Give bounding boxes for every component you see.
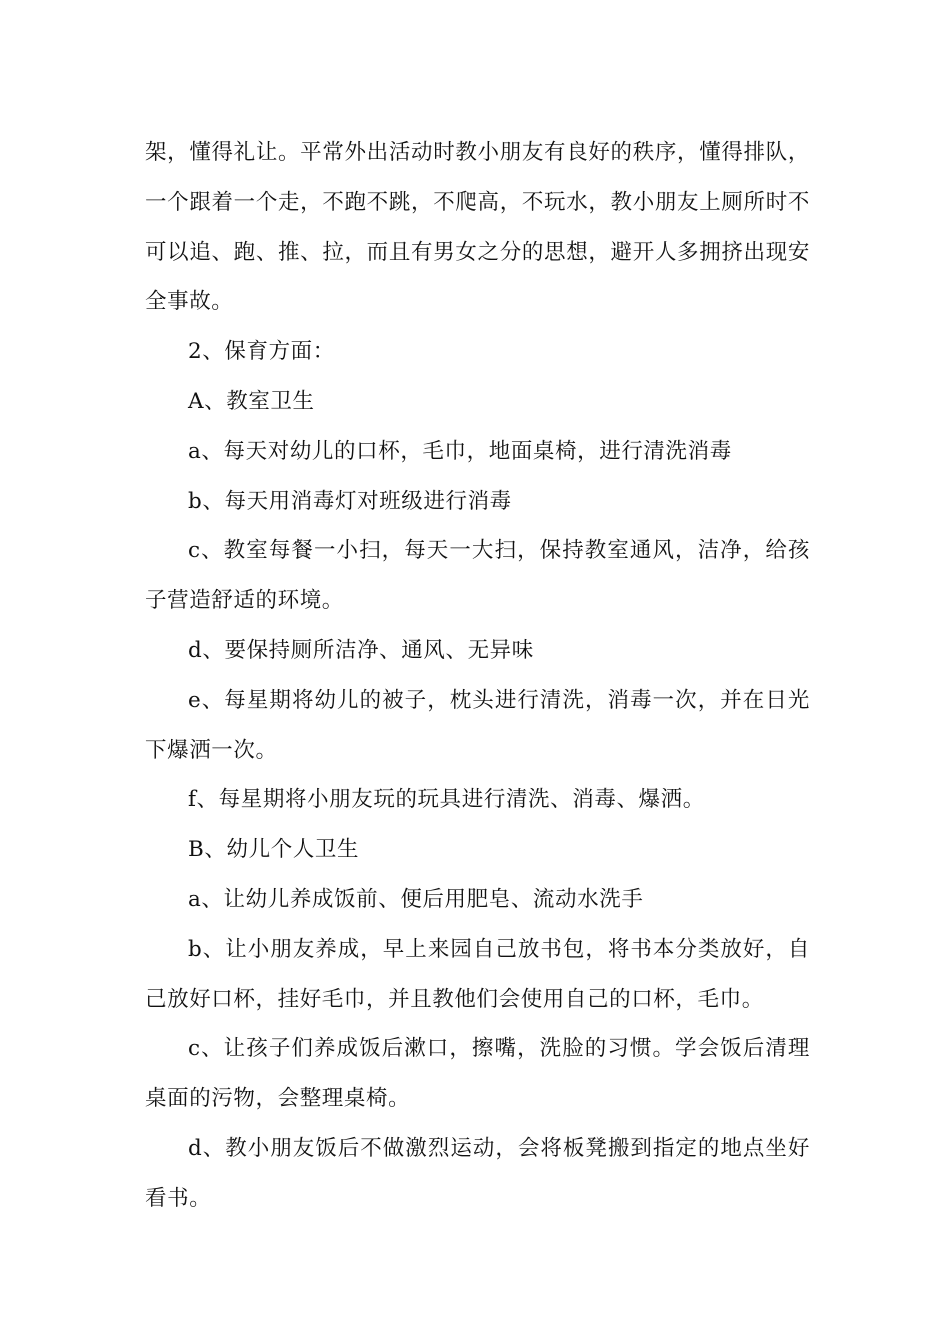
list-item: f、每星期将小朋友玩的玩具进行清洗、消毒、爆洒。 xyxy=(188,787,705,813)
list-item: c、让孩子们养成饭后漱口，擦嘴，洗脸的习惯。学会饭后清理桌面的污物，会整理桌椅。 xyxy=(145,1036,810,1112)
list-item: a、每天对幼儿的口杯，毛巾，地面桌椅，进行清洗消毒 xyxy=(188,438,732,464)
list-item: d、教小朋友饭后不做激烈运动，会将板凳搬到指定的地点坐好看书。 xyxy=(145,1135,810,1211)
document-body xyxy=(145,128,810,1224)
list-item: d、要保持厕所洁净、通风、无异味 xyxy=(188,637,534,663)
subheading-personal-hygiene: B、幼儿个人卫生 xyxy=(188,837,360,863)
list-item: b、让小朋友养成，早上来园自己放书包，将书本分类放好，自己放好口杯，挂好毛巾，并且教他们会使用自己的口杯，毛巾。 xyxy=(145,936,810,1012)
list-item: e、每星期将幼儿的被子，枕头进行清洗，消毒一次，并在日光下爆洒一次。 xyxy=(145,687,810,763)
subheading-classroom-hygiene: A、教室卫生 xyxy=(188,388,315,414)
section-heading-care: 2、保育方面： xyxy=(188,339,335,365)
list-item: a、让幼儿养成饭前、便后用肥皂、流动水洗手 xyxy=(188,886,644,912)
paragraph-continuation: 架，懂得礼让。平常外出活动时教小朋友有良好的秩序，懂得排队，一个跟着一个走，不跑不跳，不爬高，不玩水，教小朋友上厕所时不可以追、跑、推、拉，而且有男女之分的思想，避开人多拥挤出现安全事故。 xyxy=(145,140,810,315)
list-item: b、每天用消毒灯对班级进行消毒 xyxy=(188,488,512,514)
list-item: c、教室每餐一小扫，每天一大扫，保持教室通风，洁净，给孩子营造舒适的环境。 xyxy=(145,538,810,614)
